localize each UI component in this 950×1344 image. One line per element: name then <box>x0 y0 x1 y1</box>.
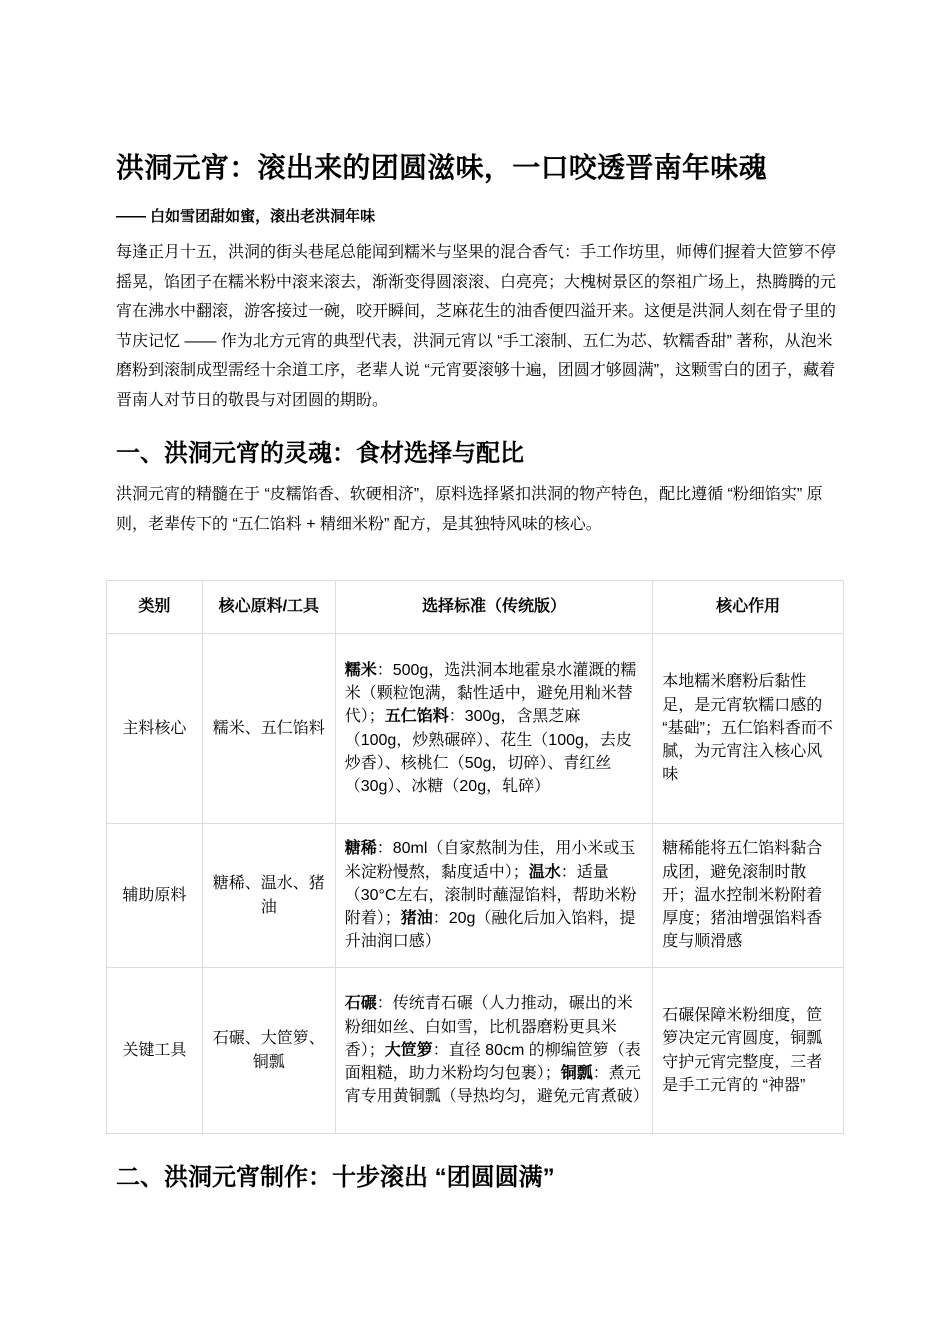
term-text: ：传统青石碾（人力推动，碾出的米粉细如丝、白如雪，比机器磨粉更具米香）； <box>344 995 633 1059</box>
term-label: 猪油 <box>400 910 433 928</box>
term-text: ：适量（30°C左右，滚制时蘸湿馅料，帮助米粉附着）； <box>344 863 637 928</box>
cell-materials: 糖稀、温水、猪油 <box>202 824 335 968</box>
term-text: ：20g（融化后加入馅料，提升油润口感） <box>344 910 636 951</box>
term-text: ：300g，含黑芝麻（100g，炒熟碾碎）、花生（100g，去皮炒香）、核桃仁（50g，切碎）、青红丝（30g）、冰糖（20g，轧碎） <box>344 708 632 796</box>
term-text: ：500g，选洪洞本地霍泉水灌溉的糯米（颗粒饱满，黏性适中，避免用籼米替代）； <box>344 661 637 726</box>
intro-paragraph: 每逢正月十五，洪洞的街头巷尾总能闻到糯米与坚果的混合香气：手工作坊里，师傅们握着大笸箩不停摇晃，馅团子在糯米粉中滚来滚去，渐渐变得圆滚滚、白亮亮；大槐树景区的祭祖广场上，热腾腾的元宵在沸水中翻滚，游客接过一碗，咬开瞬间，芝麻花生的油香便四溢开来。这便是洪洞人刻在骨子里的节庆记忆 —— 作为北方元宵的典型代表，洪洞元宵以 “手工滚制、五仁为芯、软糯香甜” 著称，从泡米磨粉到滚制成型需经十余道工序，老辈人说 “元宵要滚够十遍，团圆才够圆满”，这颗雪白的团子，藏着晋南人对节日的敬畏与对团圆的期盼。 <box>116 244 837 409</box>
term-label: 五仁馅料 <box>384 708 449 726</box>
cell-role: 糖稀能将五仁馅料黏合成团，避免滚制时散开；温水控制米粉附着厚度；猪油增强馅料香度与顺滑感 <box>653 824 844 968</box>
term-label: 石碾 <box>344 995 377 1013</box>
table-row <box>107 968 844 1134</box>
term-text: ：直径 80cm 的柳编笸箩（表面粗糙，助力米粉均匀包裹）； <box>344 1041 641 1083</box>
cell-materials: 石碾、大笸箩、铜瓢 <box>202 968 335 1134</box>
term-label: 温水 <box>528 863 561 881</box>
term-text: ：80ml（自家熬制为佳，用小米或玉米淀粉慢熬，黏度适中）； <box>344 840 636 881</box>
ingredients-paragraph: 洪洞元宵的精髓在于 “皮糯馅香、软硬相济”，原料选择紧扣洪洞的物产特色，配比遵循 “粉细馅实” 原则，老辈传下的 “五仁馅料 + 精细米粉” 配方，是其独特风味的核心。 <box>116 486 823 533</box>
section-heading-ingredients: 一、洪洞元宵的灵魂：食材选择与配比 <box>116 440 524 467</box>
term-label: 糖稀 <box>344 840 377 858</box>
term-label: 铜瓢 <box>560 1065 593 1083</box>
ingredients-table <box>106 580 844 1134</box>
column-header-category: 类别 <box>107 581 203 634</box>
term-label: 大笸箩 <box>384 1041 433 1059</box>
term-text: ：煮元宵专用黄铜瓢（导热均匀，避免元宵煮破） <box>344 1065 649 1106</box>
column-header-materials: 核心原料/工具 <box>202 581 335 634</box>
cell-role: 石碾保障米粉细度，笸箩决定元宵圆度，铜瓢守护元宵完整度，三者是手工元宵的 “神器” <box>653 968 844 1134</box>
table-header-row <box>107 581 844 634</box>
cell-standard <box>335 634 653 824</box>
page-subtitle: —— 白如雪团甜如蜜，滚出老洪洞年味 <box>116 208 376 225</box>
section-heading-making: 二、洪洞元宵制作：十步滚出 “团圆圆满” <box>116 1164 555 1191</box>
cell-standard <box>335 824 653 968</box>
cell-category: 关键工具 <box>107 968 203 1134</box>
page-title: 洪洞元宵：滚出来的团圆滋味，一口咬透晋南年味魂 <box>116 152 767 183</box>
term-label: 糯米 <box>344 661 377 679</box>
cell-materials: 糯米、五仁馅料 <box>202 634 335 824</box>
cell-category: 辅助原料 <box>107 824 203 968</box>
cell-role: 本地糯米磨粉后黏性足，是元宵软糯口感的 “基础”；五仁馅料香而不腻，为元宵注入核心风味 <box>653 634 844 824</box>
column-header-role: 核心作用 <box>653 581 844 634</box>
cell-standard <box>335 968 653 1134</box>
column-header-standard: 选择标准（传统版） <box>335 581 653 634</box>
cell-category: 主料核心 <box>107 634 203 824</box>
table-row <box>107 824 844 968</box>
table-row <box>107 634 844 824</box>
